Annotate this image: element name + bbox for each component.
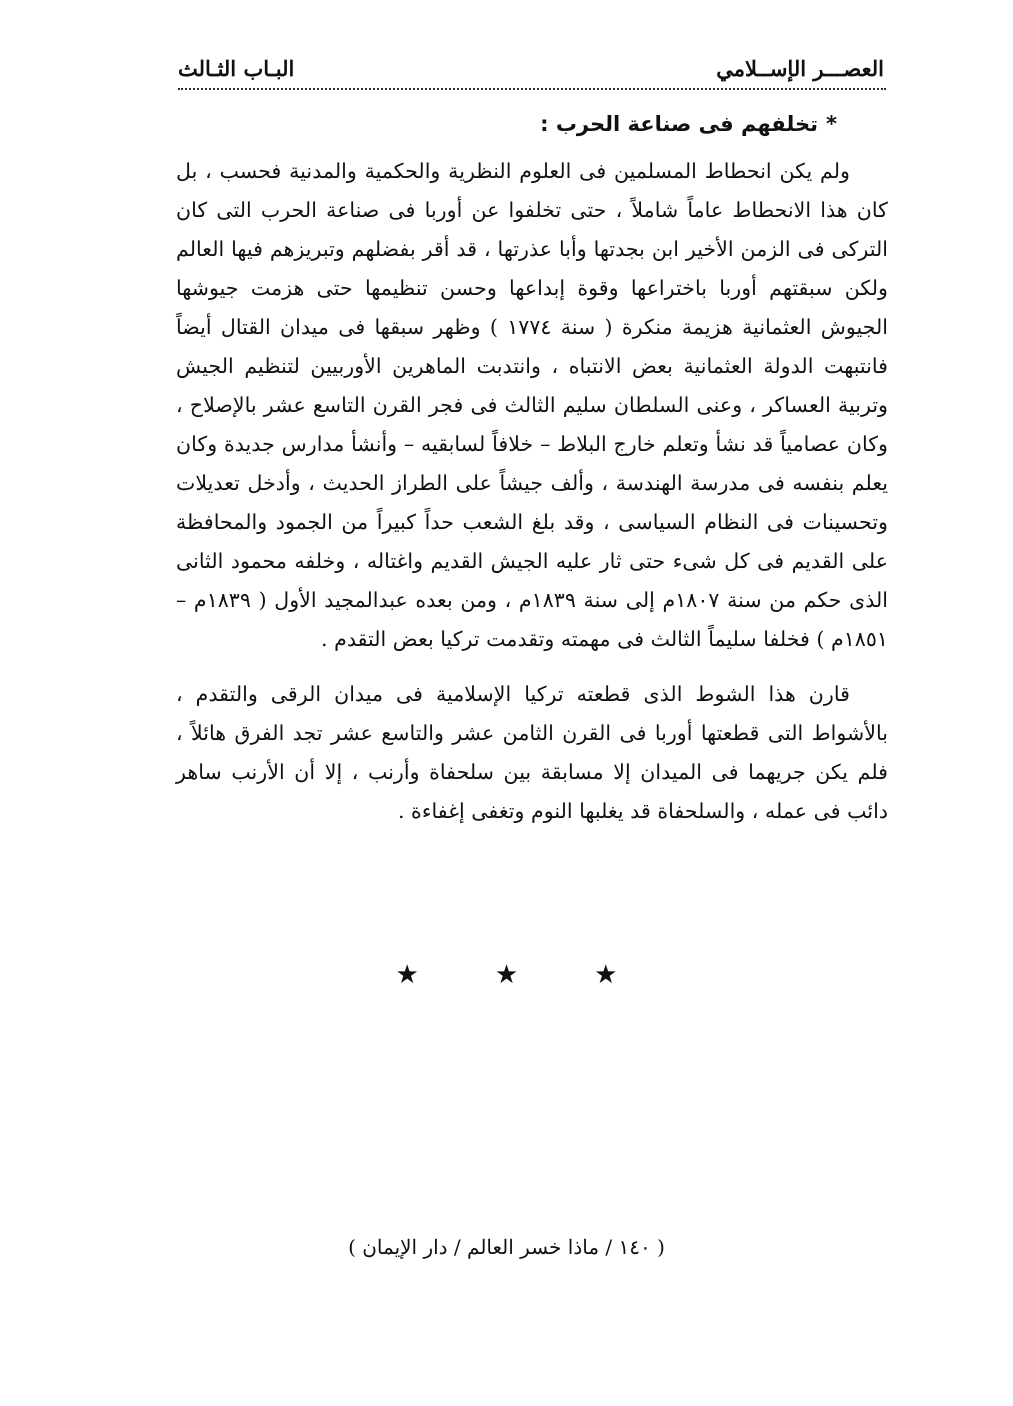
page-footer: ( ١٤٠ / ماذا خسر العالم / دار الإيمان ) xyxy=(348,1235,665,1259)
body-text xyxy=(176,152,888,831)
star-icon: ★ xyxy=(395,960,419,990)
heading-bullet: * xyxy=(826,112,837,136)
book-title: العصـــر الإســلامي xyxy=(716,56,884,81)
running-header xyxy=(178,56,884,90)
section-heading xyxy=(540,112,837,136)
section-heading-text: تخلفهم فى صناعة الحرب : xyxy=(540,112,819,136)
paragraph-1: ولم يكن انحطاط المسلمين فى العلوم النظرية والحكمية والمدنية فحسب ، بل كان هذا الانحطاط عاماً شاملاً ، حتى تخلفوا عن أوربا فى صناعة الحرب التى كان التركى فى الزمن الأخير ابن بجدتها وأبا عذرتها ، قد أقر بفضلهم وتبريزهم فيها العالم ولكن سبقتهم أوربا باختراعها وقوة إبداعها وحسن تنظيمها حتى هزمت جيوشها الجيوش العثمانية هزيمة منكرة ( سنة ١٧٧٤ ) وظهر سبقها فى ميدان القتال أيضاً فانتبهت الدولة العثمانية بعض الانتباه ، وانتدبت الماهرين الأوربيين لتنظيم الجيش وتربية العساكر ، وعنى السلطان سليم الثالث فى فجر القرن التاسع عشر بالإصلاح ، وكان عصامياً قد نشأ وتعلم خارج البلاط – خلافاً لسابقيه – وأنشأ مدارس جديدة وكان يعلم بنفسه فى مدرسة الهندسة ، وألف جيشاً على الطراز الحديث ، وأدخل تعديلات وتحسينات فى النظام السياسى ، وقد بلغ الشعب حداً كبيراً من الجمود والمحافظة على القديم فى كل شىء حتى ثار عليه الجيش القديم واغتاله ، وخلفه محمود الثانى الذى حكم من سنة ١٨٠٧م إلى سنة ١٨٣٩م ، ومن بعده عبدالمجيد الأول ( ١٨٣٩م – ١٨٥١م ) فخلفا سليماً الثالث فى مهمته وتقدمت تركيا بعض التقدم . xyxy=(176,159,889,651)
section-ornament xyxy=(0,960,1013,1000)
header-divider xyxy=(178,88,886,90)
star-icon: ★ xyxy=(494,960,519,990)
paragraph-2: قارن هذا الشوط الذى قطعته تركيا الإسلامية فى ميدان الرقى والتقدم ، بالأشواط التى قطعتها أوربا فى القرن الثامن عشر والتاسع عشر تجد الفرق هائلاً ، فلم يكن جريهما فى الميدان إلا مسابقة بين سلحفاة وأرنب ، إلا أن الأرنب ساهر دائب فى عمله ، والسلحفاة قد يغلبها النوم وتغفى إغفاءة . xyxy=(176,682,888,823)
chapter-title: البـاب الثـالث xyxy=(178,56,295,81)
star-icon: ★ xyxy=(594,960,618,990)
